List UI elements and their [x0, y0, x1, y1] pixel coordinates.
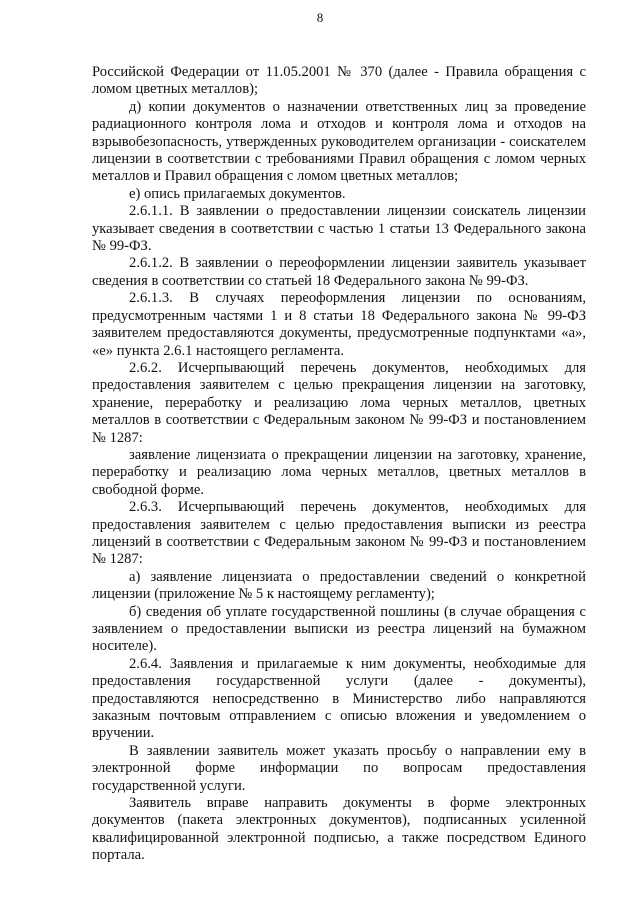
paragraph-2-6-1-2: 2.6.1.2. В заявлении о переоформлении лицензии заявитель указывает сведения в соответствии со статьей 18 Федерального закона № 99-ФЗ.	[92, 255, 586, 289]
paragraph-2-6-1-3: 2.6.1.3. В случаях переоформления лицензии по основаниям, предусмотренным частями 1 и 8 статьи 18 Федерального закона № 99-ФЗ заявителем предоставляются документы, предусмотренные подпунктами «а», «е» пункта 2.6.1 настоящего регламента.	[92, 290, 586, 359]
paragraph-2-6-3: 2.6.3. Исчерпывающий перечень документов, необходимых для предоставления заявителем с целью предоставления выписки из реестра лицензий в соответствии с Федеральным законом № 99-ФЗ и постановлением № 1287:	[92, 499, 586, 568]
paragraph-2-6-2-statement: заявление лицензиата о прекращении лицензии на заготовку, хранение, переработку и реализацию лома черных металлов, цветных металлов в свободной форме.	[92, 446, 586, 498]
paragraph-2-6-1-1: 2.6.1.1. В заявлении о предоставлении лицензии соискатель лицензии указывает сведения в соответствии с частью 1 статьи 13 Федерального закона № 99-ФЗ.	[92, 203, 586, 255]
paragraph-2-6-3-item-a: а) заявление лицензиата о предоставлении сведений о конкретной лицензии (приложение № 5 к настоящему регламенту);	[92, 568, 586, 603]
page-number: 8	[316, 10, 324, 25]
paragraph-item-d: д) копии документов о назначении ответственных лиц за проведение радиационного контроля лома и отходов и контроля лома и отходов на взрывобезопасность, утвержденных руководителем организации - соискателем лицензии в соответствии с требованиями Правил обращения с ломом черных металлов и Правил обращения с ломом цветных металлов;	[92, 98, 586, 185]
paragraph-2-6-2: 2.6.2. Исчерпывающий перечень документов, необходимых для предоставления заявителем с целью прекращения лицензии на заготовку, хранение, переработку и реализацию лома черных металлов, цветных металлов в соответствии с Федеральным законом № 99-ФЗ и постановлением № 1287:	[92, 359, 586, 446]
paragraph-item-e: е) опись прилагаемых документов.	[129, 185, 346, 202]
document-body	[92, 64, 586, 865]
paragraph-electronic-documents: Заявитель вправе направить документы в форме электронных документов (пакета электронных документов), подписанных усиленной квалифицированной электронной подписью, а также посредством Единого портала.	[92, 795, 586, 864]
paragraph-continuation: Российской Федерации от 11.05.2001 № 370 (далее - Правила обращения с ломом цветных металлов);	[92, 64, 586, 98]
paragraph-2-6-3-item-b: б) сведения об уплате государственной пошлины (в случае обращения с заявлением о предоставлении выписки из реестра лицензий на бумажном носителе).	[92, 603, 586, 655]
paragraph-electronic-request: В заявлении заявитель может указать просьбу о направлении ему в электронной форме информации по вопросам предоставления государственной услуги.	[92, 742, 586, 794]
paragraph-2-6-4: 2.6.4. Заявления и прилагаемые к ним документы, необходимые для предоставления государственной услуги (далее - документы), предоставляются непосредственно в Министерство либо направляются заказным почтовым отправлением с описью вложения и уведомлением о вручении.	[92, 655, 586, 742]
